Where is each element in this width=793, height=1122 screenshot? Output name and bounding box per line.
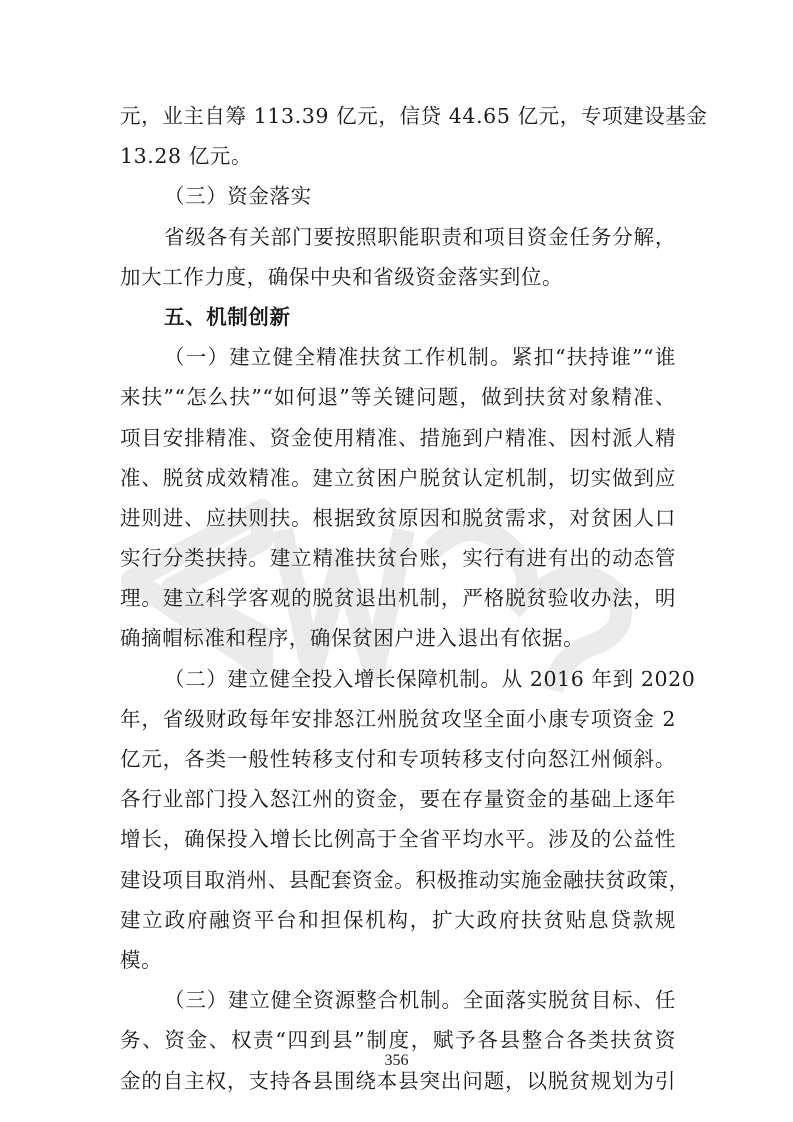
text-line: 来扶”“怎么扶”“如何退”等关键问题，做到扶贫对象精准、 (120, 385, 676, 410)
text-line: 项目安排精准、资金使用精准、措施到户精准、因村派人精 (120, 425, 676, 450)
text-line: 各行业部门投入怒江州的资金，要在存量资金的基础上逐年 (120, 787, 676, 812)
text-line: 建设项目取消州、县配套资金。积极推动实施金融扶贫政策， (120, 867, 690, 892)
page-number: 356 (384, 1052, 409, 1069)
text-line: （三）建立健全资源整合机制。全面落实脱贫目标、任 (164, 988, 676, 1013)
text-line: 务、资金、权责“四到县”制度，赋予各县整合各类扶贫资 (120, 1028, 676, 1053)
text-line: 金的自主权，支持各县围绕本县突出问题，以脱贫规划为引 (120, 1068, 676, 1093)
text-line: 模。 (120, 947, 163, 972)
section-heading: 五、机制创新 (164, 304, 291, 329)
text-line: 建立政府融资平台和担保机构，扩大政府扶贫贴息贷款规 (120, 907, 676, 932)
text-line: 加大工作力度，确保中央和省级资金落实到位。 (120, 264, 564, 289)
text-line: （一）建立健全精准扶贫工作机制。紧扣“扶持谁”“谁 (164, 345, 676, 370)
text-line: 确摘帽标准和程序，确保贫困户进入退出有依据。 (120, 626, 585, 651)
text-line: 省级各有关部门要按照职能职责和项目资金任务分解， (164, 224, 676, 249)
text-line: 亿元，各类一般性转移支付和专项转移支付向怒江州倾斜。 (120, 747, 676, 771)
text-line: 元，业主自筹 113.39 亿元，信贷 44.65 亿元，专项建设基金 (120, 104, 708, 128)
section-heading: （三）资金落实 (164, 184, 312, 209)
text-line: 13.28 亿元。 (120, 144, 253, 169)
text-line: （二）建立健全投入增长保障机制。从 2016 年到 2020 (164, 666, 696, 691)
text-line: 增长，确保投入增长比例高于全省平均水平。涉及的公益性 (120, 827, 676, 852)
text-line: 年，省级财政每年安排怒江州脱贫攻坚全面小康专项资金 2 (120, 706, 676, 731)
text-line: 进则进、应扶则扶。根据致贫原因和脱贫需求，对贫困人口 (120, 505, 676, 530)
text-line: 实行分类扶持。建立精准扶贫台账，实行有进有出的动态管 (120, 546, 676, 571)
text-line: 准、脱贫成效精准。建立贫困户脱贫认定机制，切实做到应 (120, 465, 676, 490)
document-body (120, 96, 708, 1101)
text-line: 理。建立科学客观的脱贫退出机制，严格脱贫验收办法，明 (120, 586, 676, 611)
